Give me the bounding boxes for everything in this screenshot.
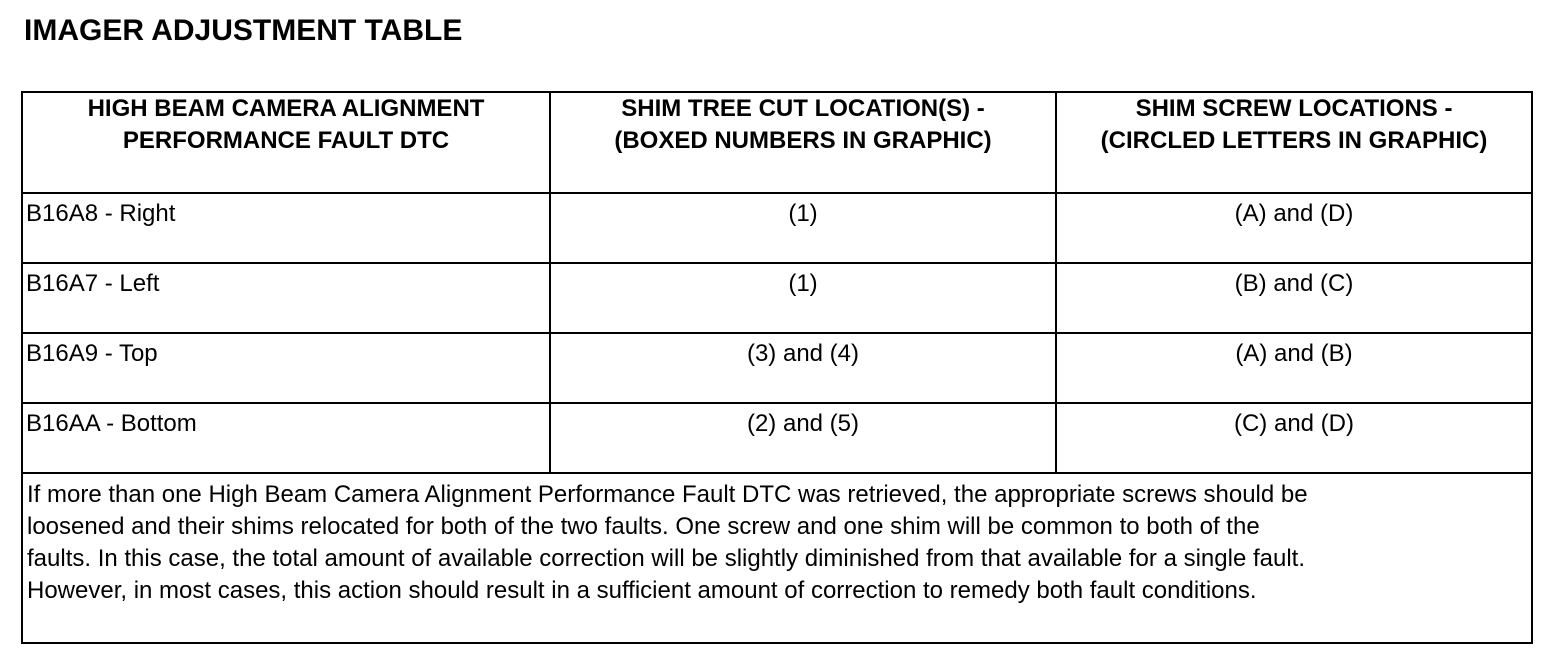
dtc-cell: B16AA - Bottom [22,403,550,473]
header-line: (BOXED NUMBERS IN GRAPHIC) [614,127,992,154]
shim-screws-cell: (B) and (C) [1056,263,1532,333]
dtc-cell: B16A8 - Right [22,193,550,263]
imager-adjustment-table [21,91,1533,644]
shim-tree-cut-cell: (3) and (4) [550,333,1056,403]
shim-screws-cell: (A) and (B) [1056,333,1532,403]
page-title: IMAGER ADJUSTMENT TABLE [24,14,463,47]
shim-tree-cut-cell: (2) and (5) [550,403,1056,473]
table-header-row [22,92,1532,193]
table-row [22,193,1532,263]
shim-screws-cell: (A) and (D) [1056,193,1532,263]
shim-tree-cut-cell: (1) [550,193,1056,263]
note-line: loosened and their shims relocated for both of the two faults. One screw and one shim will be common to both of the [27,513,1260,540]
note-cell [22,473,1532,643]
dtc-cell: B16A7 - Left [22,263,550,333]
table-row [22,333,1532,403]
shim-tree-cut-cell: (1) [550,263,1056,333]
header-line: (CIRCLED LETTERS IN GRAPHIC) [1100,127,1488,154]
table-row [22,263,1532,333]
shim-screws-cell: (C) and (D) [1056,403,1532,473]
header-line: HIGH BEAM CAMERA ALIGNMENT [87,95,485,122]
header-shim-tree-cut [550,92,1056,193]
header-dtc [22,92,550,193]
note-line: If more than one High Beam Camera Alignment Performance Fault DTC was retrieved, the appropriate screws should be [27,481,1308,508]
dtc-cell: B16A9 - Top [22,333,550,403]
header-line: PERFORMANCE FAULT DTC [122,127,450,154]
header-line: SHIM TREE CUT LOCATION(S) - [621,95,985,122]
header-line: SHIM SCREW LOCATIONS - [1135,95,1453,122]
note-row [22,473,1532,643]
table-row [22,403,1532,473]
note-line: faults. In this case, the total amount of available correction will be slightly diminished from that available for a single fault. [27,545,1305,572]
header-shim-screws [1056,92,1532,193]
note-line: However, in most cases, this action should result in a sufficient amount of correction to remedy both fault conditions. [27,577,1257,604]
